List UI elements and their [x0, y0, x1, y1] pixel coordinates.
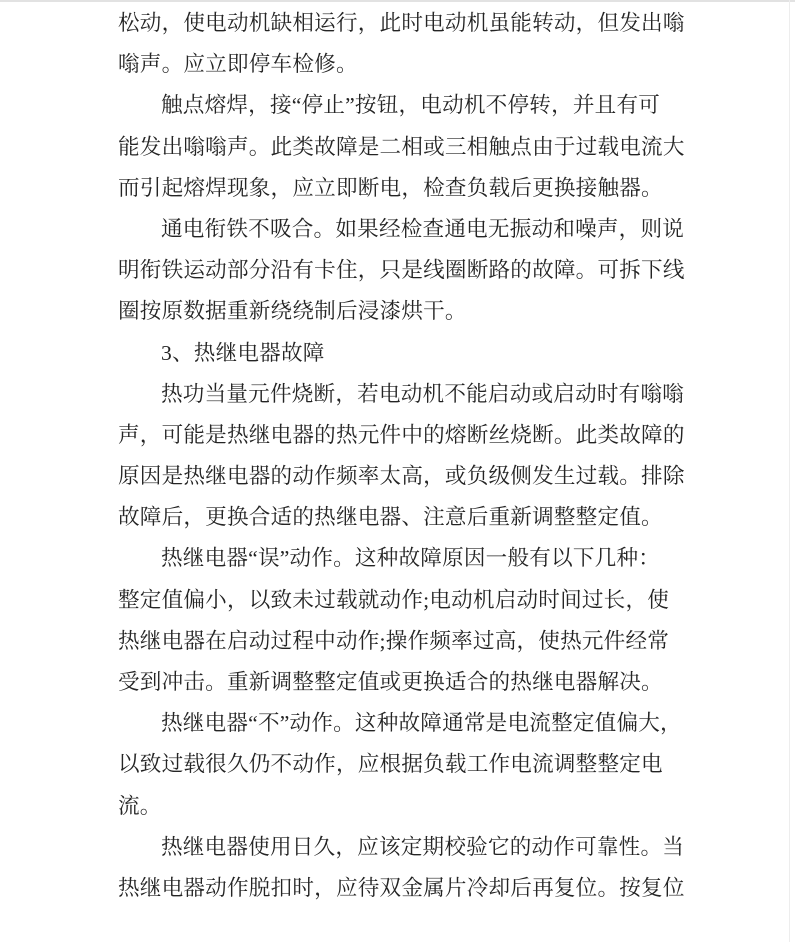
page-top-edge [0, 0, 795, 2]
text-line: 热功当量元件烧断，若电动机不能启动或启动时有嗡嗡 [161, 381, 685, 406]
text-line: 受到冲击。重新调整整定值或更换适合的热继电器解决。 [118, 670, 663, 694]
text-line: 热继电器动作脱扣时，应待双金属片冷却后再复位。按复位 [118, 875, 685, 900]
text-line: 3、热继电器故障 [161, 340, 325, 365]
text-line: 热继电器使用日久，应该定期校验它的动作可靠性。当 [161, 834, 685, 859]
document-body [118, 3, 684, 909]
text-line: 声，可能是热继电器的热元件中的熔断丝烧断。此类故障的 [118, 422, 685, 447]
text-line: 能发出嗡嗡声。此类故障是二相或三相触点由于过载电流大 [118, 134, 685, 159]
text-line: 以致过载很久仍不动作，应根据负载工作电流调整整定电 [118, 752, 663, 777]
text-line: 触点熔焊，接“停止”按钮，电动机不停转，并且有可 [161, 93, 661, 118]
text-line: 松动，使电动机缺相运行，此时电动机虽能转动，但发出嗡 [118, 11, 685, 35]
text-line: 热继电器在启动过程中动作;操作频率过高，使热元件经常 [118, 628, 670, 653]
text-line: 通电衔铁不吸合。如果经检查通电无振动和噪声，则说 [161, 216, 685, 241]
text-line: 故障后，更换合适的热继电器、注意后重新调整整定值。 [118, 505, 663, 530]
text-line: 整定值偏小，以致未过载就动作;电动机启动时间过长，使 [118, 587, 670, 612]
text-line: 热继电器“不”动作。这种故障通常是电流整定值偏大， [161, 711, 682, 736]
text-line: 圈按原数据重新绕绕制后浸漆烘干。 [118, 299, 467, 324]
text-line: 而引起熔焊现象，应立即断电，检查负载后更换接触器。 [118, 175, 663, 200]
page-right-edge [789, 0, 790, 942]
text-line: 原因是热继电器的动作频率太高，或负级侧发生过载。排除 [118, 464, 685, 489]
text-line: 热继电器“误”动作。这种故障原因一般有以下几种： [161, 546, 661, 571]
text-line: 流。 [118, 793, 162, 818]
text-line: 嗡声。应立即停车检修。 [118, 52, 358, 77]
text-line: 明衔铁运动部分沿有卡住，只是线圈断路的故障。可拆下线 [118, 258, 685, 283]
